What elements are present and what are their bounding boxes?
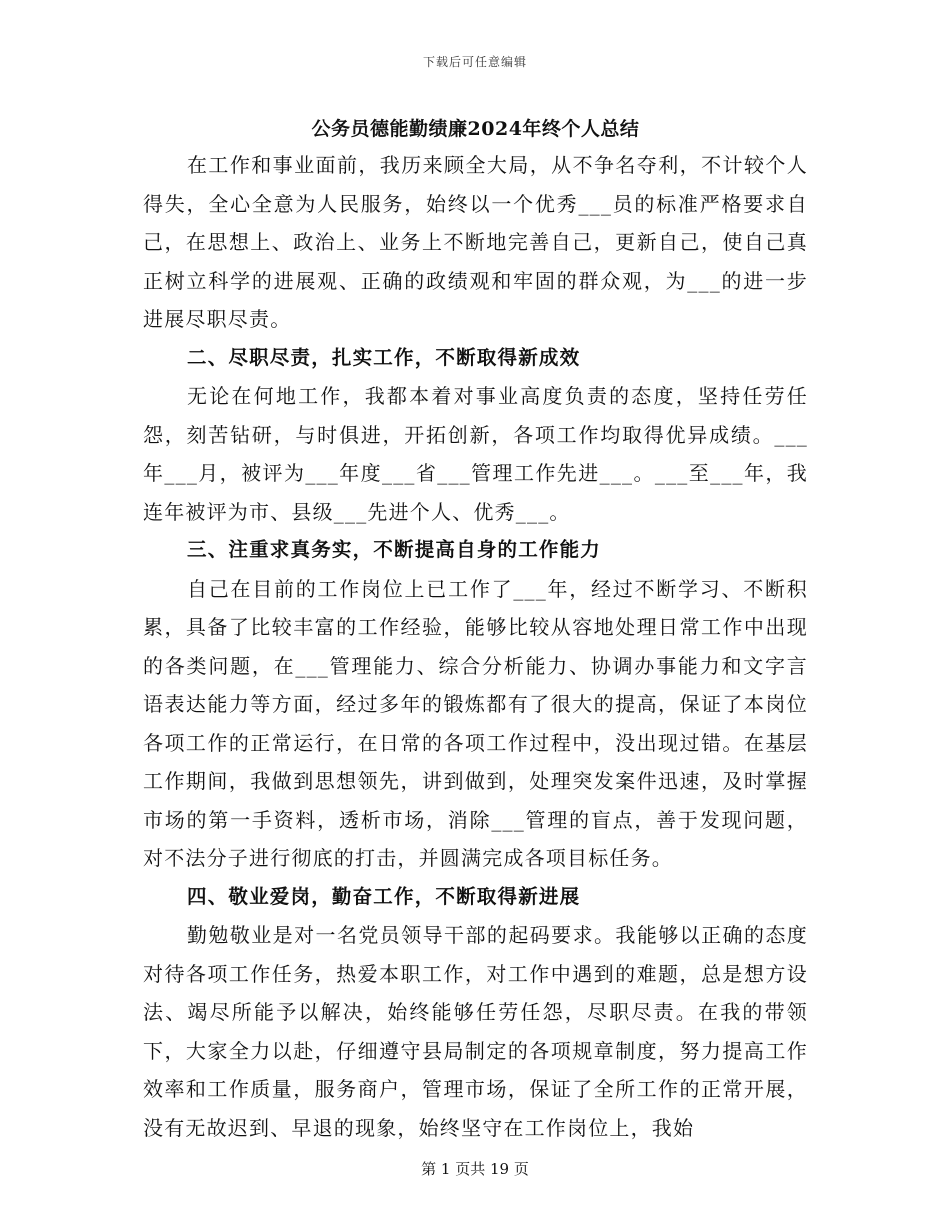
section-3-paragraph: 自己在目前的工作岗位上已工作了___年，经过不断学习、不断积累，具备了比较丰富的工作经验，能够比较从容地处理日常工作中出现的各类问题，在___管理能力、综合分析能力、协调办事能力和文字言语表达能力等方面，经过多年的锻炼都有了很大的提高，保证了本岗位各项工作的正常运行，在日常的各项工作过程中，没出现过错。在基层工作期间，我做到思想领先，讲到做到，处理突发案件迅速，及时掌握市场的第一手资料，透析市场，消除___管理的盲点，善于发现问题，对不法分子进行彻底的打击，并圆满完成各项目标任务。	[143, 576, 808, 870]
section-4-heading: 四、敬业爱岗，勤奋工作，不断取得新进展	[187, 884, 581, 908]
section-4-paragraph: 勤勉敬业是对一名党员领导干部的起码要求。我能够以正确的态度对待各项工作任务，热爱本职工作，对工作中遇到的难题，总是想方设法、竭尽所能予以解决，始终能够任劳任怨，尽职尽责。在我的带领下，大家全力以赴，仔细遵守县局制定的各项规章制度，努力提高工作效率和工作质量，服务商户，管理市场，保证了全所工作的正常开展，没有无故迟到、早退的现象，始终坚守在工作岗位上，我始	[143, 923, 808, 1140]
header-note: 下载后可任意编辑	[422, 55, 527, 69]
document-title: 公务员德能勤绩廉2024年终个人总结	[311, 118, 640, 140]
intro-paragraph: 在工作和事业面前，我历来顾全大局，从不争名夺利，不计较个人得失，全心全意为人民服务，始终以一个优秀___员的标准严格要求自己，在思想上、政治上、业务上不断地完善自己，更新自己，使自己真正树立科学的进展观、正确的政绩观和牢固的群众观，为___的进一步进展尽职尽责。	[143, 153, 808, 331]
section-2-heading: 二、尽职尽责，扎实工作，不断取得新成效	[187, 345, 581, 369]
page-number-footer: 第 1 页共 19 页	[421, 1160, 529, 1178]
section-3-heading: 三、注重求真务实，不断提高自身的工作能力	[187, 538, 602, 561]
document-body	[143, 112, 808, 1147]
section-2-paragraph: 无论在何地工作，我都本着对事业高度负责的态度，坚持任劳任怨，刻苦钻研，与时俱进，开拓创新，各项工作均取得优异成绩。___年___月，被评为___年度___省___管理工作先进___。___至___年，我连年被评为市、县级___先进个人、优秀___。	[143, 384, 808, 524]
